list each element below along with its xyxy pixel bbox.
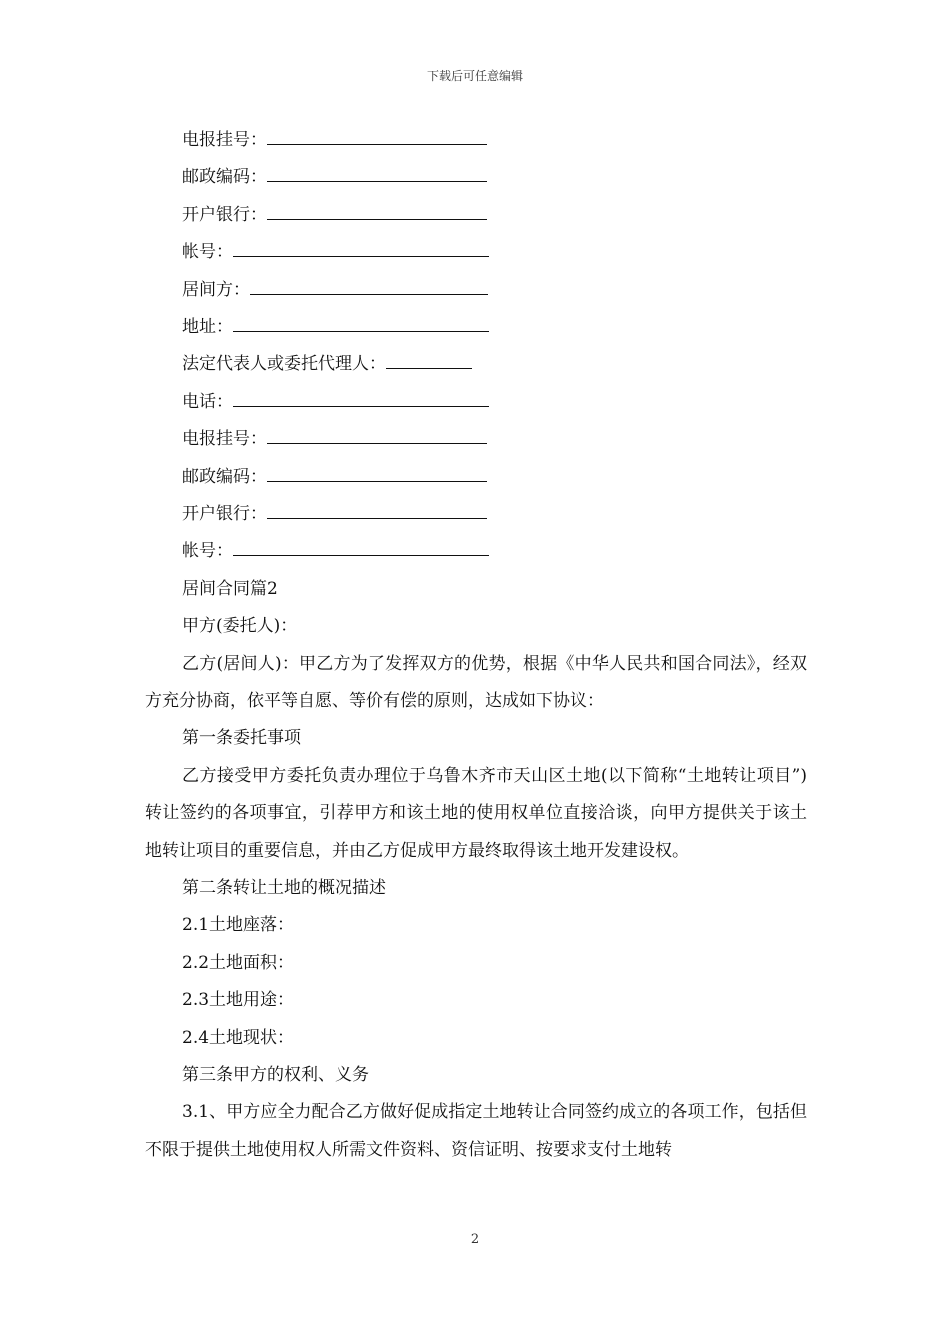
field-postcode bbox=[145, 159, 807, 196]
field-telegraph bbox=[145, 122, 807, 159]
item-2-3: 2.3土地用途： bbox=[182, 990, 295, 1011]
field-address bbox=[145, 309, 807, 346]
page-header: 下载后可任意编辑 bbox=[426, 69, 523, 83]
field-label: 电话： bbox=[182, 391, 233, 412]
fill-in-blank[interactable] bbox=[233, 384, 489, 407]
fill-in-blank[interactable] bbox=[250, 272, 488, 295]
field-label: 邮政编码： bbox=[182, 167, 267, 188]
field-label: 电报挂号： bbox=[182, 130, 267, 150]
field-bank bbox=[145, 496, 807, 533]
fill-in-blank[interactable] bbox=[267, 122, 487, 145]
field-label: 开户银行： bbox=[182, 204, 267, 225]
fill-in-blank[interactable] bbox=[233, 533, 489, 556]
field-telegraph bbox=[145, 421, 807, 458]
item-2-2: 2.2土地面积： bbox=[182, 952, 295, 973]
document-body bbox=[145, 122, 807, 1169]
article-3-body: 3.1、甲方应全力配合乙方做好促成指定土地转让合同签约成立的各项工作，包括但不限于提供土地使用权人所需文件资料、资信证明、按要求支付土地转 bbox=[145, 1102, 807, 1160]
field-intermediary bbox=[145, 272, 807, 309]
article-3-title: 第三条甲方的权利、义务 bbox=[182, 1064, 369, 1085]
field-account bbox=[145, 234, 807, 271]
page-number: 2 bbox=[470, 1232, 480, 1247]
field-representative bbox=[145, 346, 807, 383]
field-label: 开户银行： bbox=[182, 503, 267, 524]
party-a-line: 甲方(委托人)： bbox=[182, 616, 298, 637]
field-label: 邮政编码： bbox=[182, 466, 267, 487]
fill-in-blank[interactable] bbox=[267, 459, 487, 482]
section-title: 居间合同篇2 bbox=[182, 578, 278, 599]
item-2-4: 2.4土地现状： bbox=[182, 1027, 295, 1048]
field-label: 地址： bbox=[182, 316, 233, 337]
fill-in-blank[interactable] bbox=[386, 346, 472, 369]
field-label: 电报挂号： bbox=[182, 429, 267, 450]
field-label: 居间方： bbox=[182, 279, 250, 300]
field-phone bbox=[145, 384, 807, 421]
fill-in-blank[interactable] bbox=[267, 496, 487, 519]
article-2-title: 第二条转让土地的概况描述 bbox=[182, 877, 386, 898]
field-label: 帐号： bbox=[182, 541, 233, 562]
fill-in-blank[interactable] bbox=[233, 234, 489, 257]
fill-in-blank[interactable] bbox=[267, 159, 487, 182]
field-postcode bbox=[145, 459, 807, 496]
field-account bbox=[145, 533, 807, 570]
field-bank bbox=[145, 197, 807, 234]
article-1-title: 第一条委托事项 bbox=[182, 728, 301, 749]
fill-in-blank[interactable] bbox=[233, 309, 489, 332]
field-label: 帐号： bbox=[182, 242, 233, 263]
article-1-body: 乙方接受甲方委托负责办理位于乌鲁木齐市天山区土地(以下简称“土地转让项目”)转让签约的各项事宜，引荐甲方和该土地的使用权单位直接洽谈，向甲方提供关于该土地转让项目的重要信息，并由乙方促成甲方最终取得该土地开发建设权。 bbox=[145, 765, 807, 861]
intro-paragraph: 乙方(居间人)：甲乙方为了发挥双方的优势，根据《中华人民共和国合同法》，经双方充分协商，依平等自愿、等价有偿的原则，达成如下协议： bbox=[145, 653, 807, 711]
item-2-1: 2.1土地座落： bbox=[182, 915, 295, 936]
fill-in-blank[interactable] bbox=[267, 197, 487, 220]
fill-in-blank[interactable] bbox=[267, 421, 487, 444]
field-label: 法定代表人或委托代理人： bbox=[182, 354, 386, 375]
